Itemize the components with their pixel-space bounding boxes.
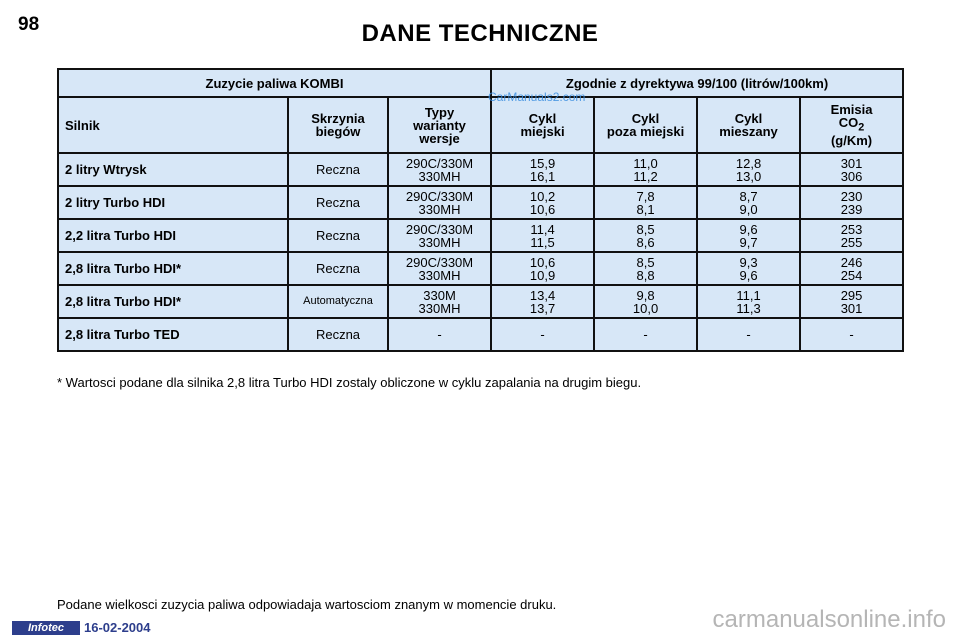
cell-extra-urban: 8,5 8,8 — [594, 252, 697, 285]
column-header-gearbox: Skrzynia biegów — [288, 97, 388, 153]
group-header-left: Zuzycie paliwa KOMBI — [58, 69, 491, 97]
watermark: CarManuals2.com — [488, 90, 586, 104]
cell-urban: 10,6 10,9 — [491, 252, 594, 285]
column-header-extra-urban-cycle: Cykl poza miejski — [594, 97, 697, 153]
cell-gearbox: Reczna — [288, 186, 388, 219]
cell-combined: - — [697, 318, 800, 351]
cell-co2: 230 239 — [800, 186, 903, 219]
cell-engine: 2 litry Turbo HDI — [58, 186, 288, 219]
cell-engine: 2,8 litra Turbo HDI* — [58, 252, 288, 285]
site-watermark: carmanualsonline.info — [712, 606, 946, 633]
cell-variants: 290C/330M 330MH — [388, 219, 491, 252]
fuel-consumption-table — [57, 68, 904, 352]
cell-urban: 11,4 11,5 — [491, 219, 594, 252]
cell-co2: - — [800, 318, 903, 351]
cell-co2: 301 306 — [800, 153, 903, 186]
column-header-engine: Silnik — [58, 97, 288, 153]
cell-extra-urban: 7,8 8,1 — [594, 186, 697, 219]
cell-urban: - — [491, 318, 594, 351]
cell-variants: 290C/330M 330MH — [388, 153, 491, 186]
column-header-combined-cycle: Cykl mieszany — [697, 97, 800, 153]
table-row — [58, 318, 903, 351]
cell-urban: 15,9 16,1 — [491, 153, 594, 186]
cell-gearbox: Reczna — [288, 318, 388, 351]
cell-gearbox: Automatyczna — [288, 285, 388, 318]
table-column-header-row — [58, 97, 903, 153]
column-header-urban-cycle: Cykl miejski — [491, 97, 594, 153]
cell-combined: 12,8 13,0 — [697, 153, 800, 186]
table-row — [58, 153, 903, 186]
table-row — [58, 186, 903, 219]
bottom-note: Podane wielkosci zuzycia paliwa odpowiadaja wartosciom znanym w momencie druku. — [57, 597, 557, 612]
cell-combined: 9,6 9,7 — [697, 219, 800, 252]
cell-extra-urban: - — [594, 318, 697, 351]
footer-date: 16-02-2004 — [84, 620, 151, 635]
cell-variants: 290C/330M 330MH — [388, 252, 491, 285]
page-title: DANE TECHNICZNE — [361, 20, 599, 47]
column-header-co2-emission: Emisia $CO_2$ (g/Km) — [800, 97, 903, 153]
cell-gearbox: Reczna — [288, 219, 388, 252]
cell-engine: 2,8 litra Turbo TED — [58, 318, 288, 351]
cell-variants: 330M 330MH — [388, 285, 491, 318]
cell-engine: 2,8 litra Turbo HDI* — [58, 285, 288, 318]
cell-extra-urban: 8,5 8,6 — [594, 219, 697, 252]
cell-extra-urban: 9,8 10,0 — [594, 285, 697, 318]
cell-urban: 13,4 13,7 — [491, 285, 594, 318]
cell-co2: 246 254 — [800, 252, 903, 285]
cell-gearbox: Reczna — [288, 252, 388, 285]
cell-co2: 295 301 — [800, 285, 903, 318]
infotec-logo: Infotec — [12, 621, 80, 635]
group-header-right: Zgodnie z dyrektywa 99/100 (litrów/100km) — [491, 69, 903, 97]
cell-urban: 10,2 10,6 — [491, 186, 594, 219]
cell-combined: 11,1 11,3 — [697, 285, 800, 318]
table-row — [58, 252, 903, 285]
cell-combined: 8,7 9,0 — [697, 186, 800, 219]
footnote: * Wartosci podane dla silnika 2,8 litra Turbo HDI zostaly obliczone w cyklu zapalania na drugim biegu. — [57, 375, 642, 390]
cell-engine: 2,2 litra Turbo HDI — [58, 219, 288, 252]
cell-co2: 253 255 — [800, 219, 903, 252]
table-group-header-row — [58, 69, 903, 97]
cell-extra-urban: 11,0 11,2 — [594, 153, 697, 186]
cell-combined: 9,3 9,6 — [697, 252, 800, 285]
cell-engine: 2 litry Wtrysk — [58, 153, 288, 186]
cell-variants: - — [388, 318, 491, 351]
table-row — [58, 219, 903, 252]
column-header-variants: Typy warianty wersje — [388, 97, 491, 153]
page-number: 98 — [18, 14, 40, 35]
table-row — [58, 285, 903, 318]
cell-variants: 290C/330M 330MH — [388, 186, 491, 219]
cell-gearbox: Reczna — [288, 153, 388, 186]
